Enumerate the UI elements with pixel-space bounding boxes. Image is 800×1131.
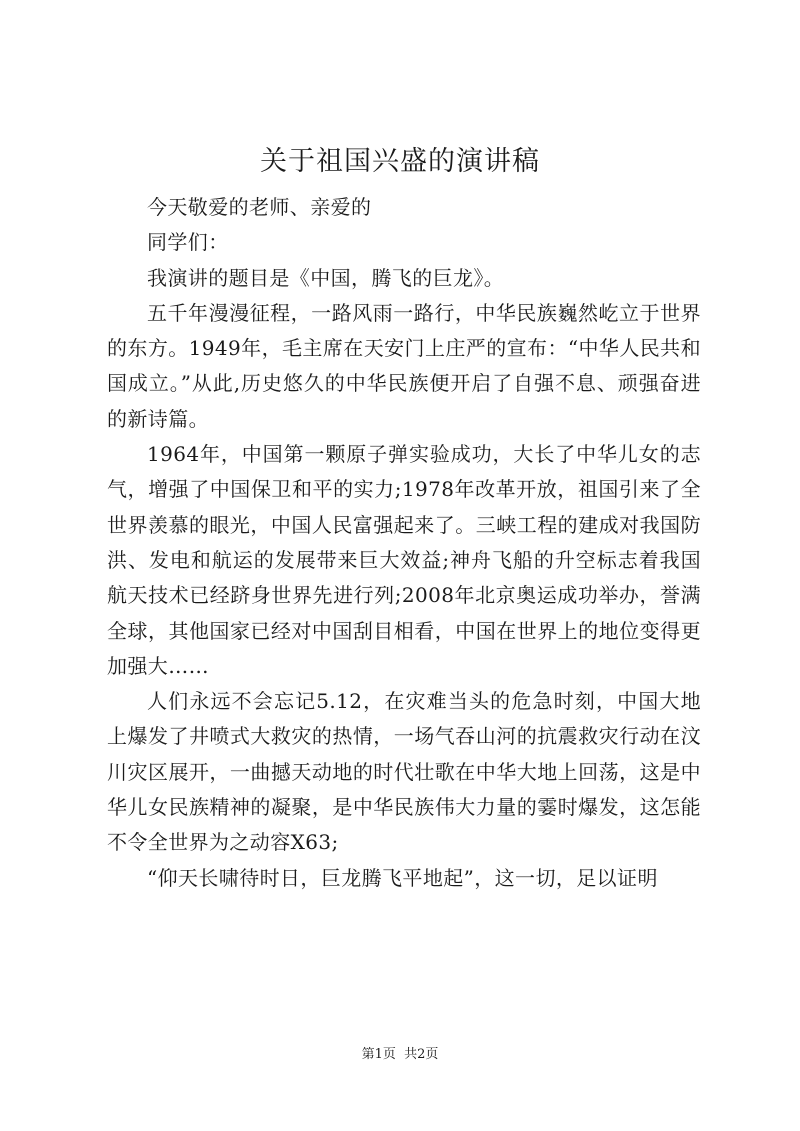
document-title: 关于祖国兴盛的演讲稿: [260, 146, 540, 177]
page-total: 共2页: [404, 1047, 439, 1062]
paragraph-earthquake: 人们永远不会忘记5.12，在灾难当头的危急时刻，中国大地上爆发了井喷式大救灾的热情，一场气吞山河的抗震救灾行动在汶川灾区展开，一曲撼天动地的时代壮歌在中华大地上回荡，这是中华儿女民族精神的凝聚，是中华民族伟大力量的霎时爆发，这怎能不令全世界为之动容X63;: [107, 689, 701, 855]
paragraph-history: 五千年漫漫征程，一路风雨一路行，中华民族巍然屹立于世界的东方。1949年，毛主席在天安门上庄严的宣布：“中华人民共和国成立。”从此,历史悠久的中华民族便开启了自强不息、顽强奋进的新诗篇。: [107, 300, 701, 431]
page-number: 第1页: [361, 1047, 396, 1062]
paragraph-salutation: 同学们：: [147, 230, 229, 255]
paragraph-greeting: 今天敬爱的老师、亲爱的: [147, 195, 372, 219]
document-body: [107, 190, 701, 896]
page-footer: [0, 1045, 800, 1065]
paragraph-conclusion: “仰天长啸待时日，巨龙腾飞平地起”，这一切，足以证明: [147, 865, 658, 890]
paragraph-achievements: 1964年，中国第一颗原子弹实验成功，大长了中华儿女的志气，增强了中国保卫和平的实力;1978年改革开放，祖国引来了全世界羡慕的眼光，中国人民富强起来了。三峡工程的建成对我国防洪、发电和航运的发展带来巨大效益;神舟飞船的升空标志着我国航天技术已经跻身世界先进行列;2008年北京奥运成功举办，誉满全球，其他国家已经对中国刮目相看，中国在世界上的地位变得更加强大……: [107, 442, 701, 678]
paragraph-topic: 我演讲的题目是《中国，腾飞的巨龙》。: [147, 265, 505, 290]
